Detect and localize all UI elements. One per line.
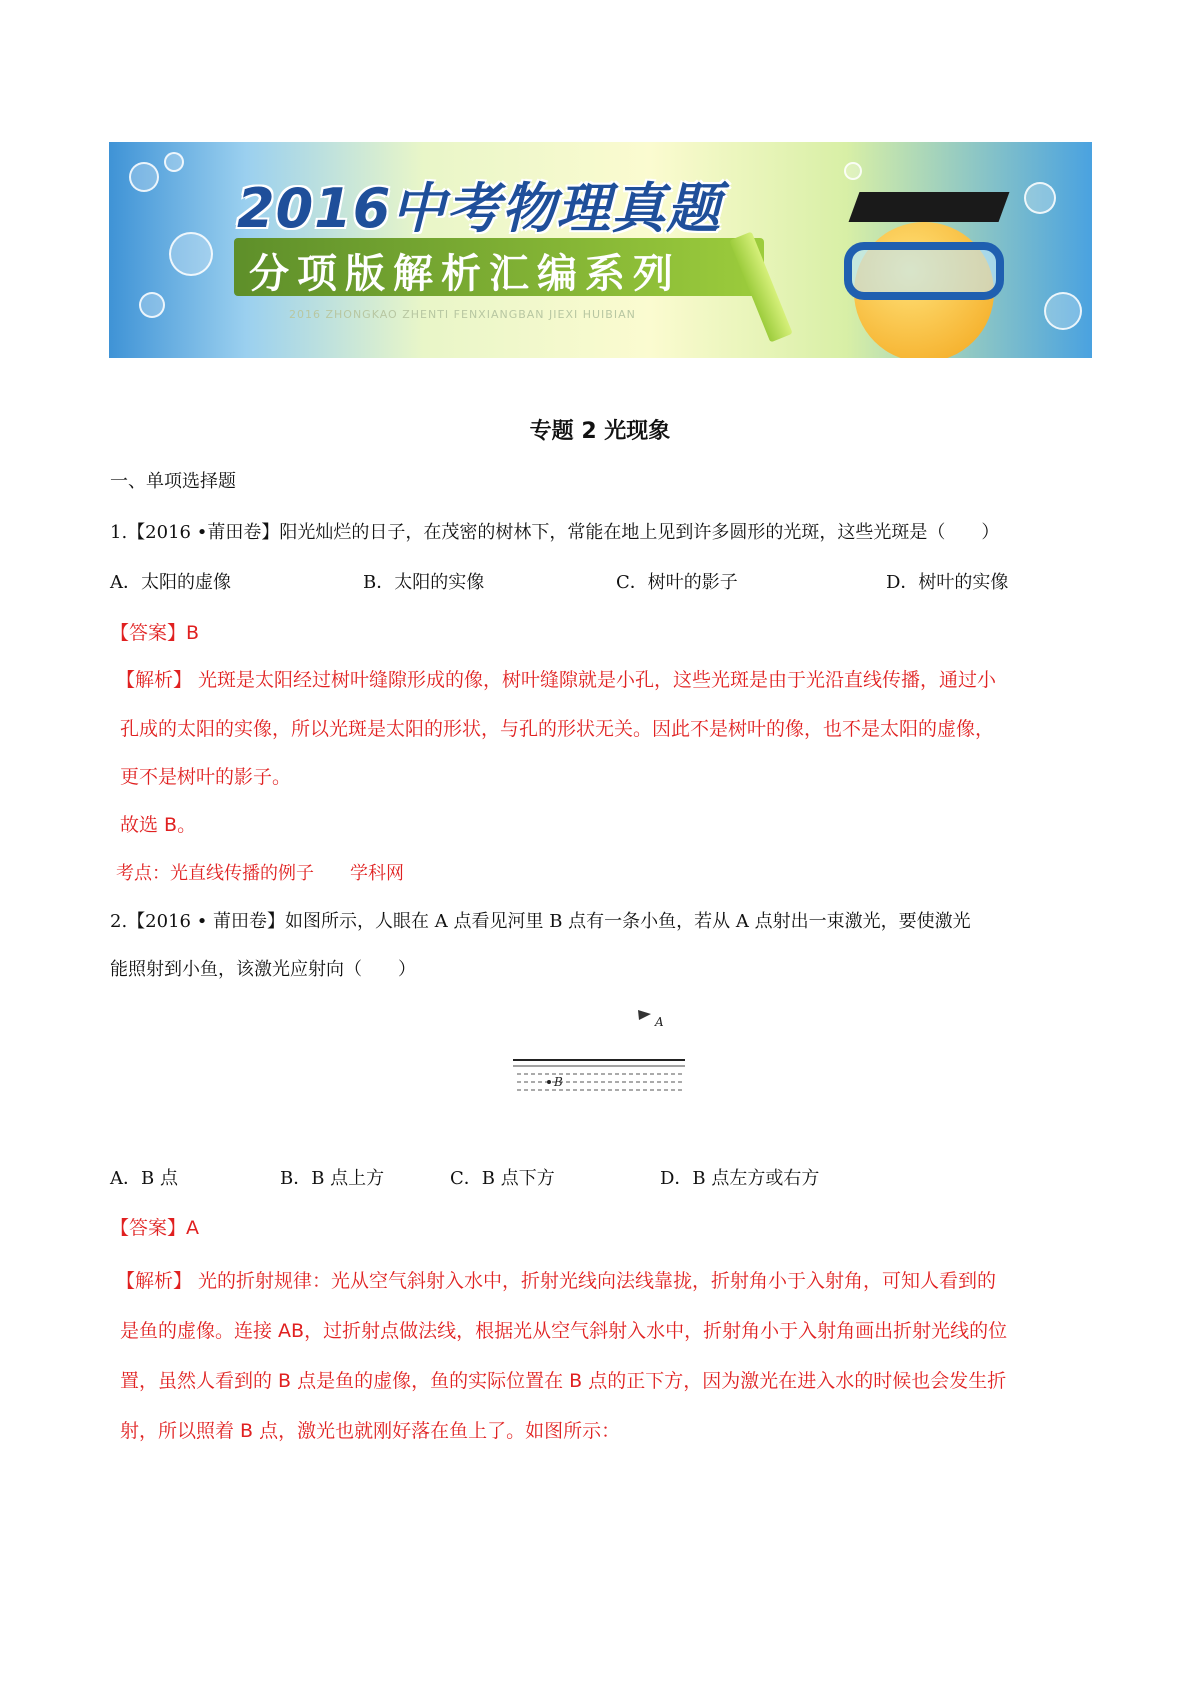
q2-option-b: B．B 点上方	[280, 1168, 385, 1189]
header-banner	[109, 142, 1092, 358]
eye-fish-figure	[505, 1000, 695, 1100]
q1-analysis-line: 孔成的太阳的实像，所以光斑是太阳的形状，与孔的形状无关。因此不是树叶的像，也不是太阳的虚像，	[120, 718, 995, 740]
bubble-decoration	[844, 162, 862, 180]
goggles-icon	[844, 242, 1004, 300]
q2-option-a: A．B 点	[110, 1168, 178, 1189]
point-b-label: B	[554, 1075, 563, 1089]
bubble-decoration	[1024, 182, 1056, 214]
question-2-stem-line: 能照射到小鱼，该激光应射向（ ）	[110, 959, 416, 980]
q1-analysis-line: 【解析】 光斑是太阳经过树叶缝隙形成的像，树叶缝隙就是小孔，这些光斑是由于光沿直线传播，通过小	[116, 669, 997, 691]
question-1-stem: 1.【2016 •莆田卷】阳光灿烂的日子，在茂密的树林下，常能在地上见到许多圆形的光斑，这些光斑是（ ）	[110, 522, 1000, 543]
q2-analysis-line: 置，虽然人看到的 B 点是鱼的虚像，鱼的实际位置在 B 点的正下方，因为激光在进入水的时候也会发生折	[120, 1370, 1007, 1392]
bubble-decoration	[129, 162, 159, 192]
q1-analysis-line: 更不是树叶的影子。	[120, 766, 292, 788]
q1-option-a: A．太阳的虚像	[110, 572, 231, 593]
q2-analysis-line: 【解析】 光的折射规律：光从空气斜射入水中，折射光线向法线靠拢，折射角小于入射角，可知人看到的	[116, 1270, 997, 1292]
question-2-stem-line: 2.【2016 • 莆田卷】如图所示，人眼在 A 点看见河里 B 点有一条小鱼，若从 A 点射出一束激光，要使激光	[110, 911, 971, 932]
q1-analysis-line: 故选 B。	[120, 814, 197, 836]
q1-option-c: C．树叶的影子	[616, 572, 738, 593]
q1-point: 考点：光直线传播的例子 学科网	[116, 863, 404, 884]
banner-title: 2016中考物理真题	[237, 177, 722, 240]
q2-analysis-line: 射，所以照着 B 点，激光也就刚好落在鱼上了。如图所示：	[120, 1420, 621, 1442]
q1-option-d: D．树叶的实像	[886, 572, 1009, 593]
q2-analysis-line: 是鱼的虚像。连接 AB，过折射点做法线，根据光从空气斜射入水中，折射角小于入射角画出折射光线的位	[120, 1320, 1008, 1342]
document-title: 专题 2 光现象	[529, 419, 671, 444]
point-a-label: A	[655, 1015, 664, 1029]
q2-option-c: C．B 点下方	[450, 1168, 555, 1189]
bubble-decoration	[164, 152, 184, 172]
fish-point	[547, 1080, 551, 1084]
bubble-decoration	[139, 292, 165, 318]
banner-pinyin: 2016 ZHONGKAO ZHENTI FENXIANGBAN JIEXI HUIBIAN	[289, 308, 636, 321]
eye-icon	[638, 1010, 651, 1020]
graduation-cap-icon	[849, 192, 1010, 222]
q2-answer: 【答案】A	[110, 1217, 199, 1239]
bubble-decoration	[169, 232, 213, 276]
q2-option-d: D．B 点左方或右方	[660, 1168, 820, 1189]
q1-answer: 【答案】B	[110, 622, 200, 644]
q1-option-b: B．太阳的实像	[363, 572, 485, 593]
section-heading: 一、单项选择题	[110, 471, 236, 492]
banner-subtitle: 分项版解析汇编系列	[249, 251, 681, 297]
bubble-decoration	[1044, 292, 1082, 330]
